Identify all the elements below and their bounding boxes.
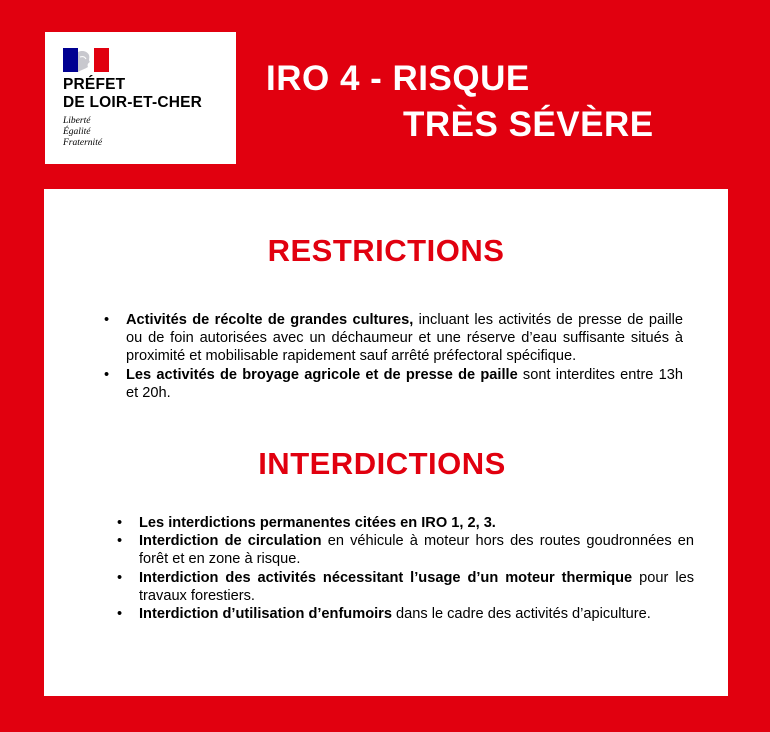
restriction-item-text: incluant les activités de presse de paille ou de foin autorisées avec un déchaumeur et une réserve d’eau suffisante situés à proximité et mobilisable rapidement sauf arrêté préfectoral spécifique. (126, 312, 683, 365)
content-panel (44, 189, 728, 696)
interdictions-title: INTERDICTIONS (258, 446, 506, 481)
marianne-flag-icon (63, 48, 109, 72)
prefecture-logo (45, 32, 236, 164)
interdiction-item-text: dans le cadre des activités d’apiculture. (391, 606, 651, 623)
restriction-item-bold: Activités de récolte de grandes cultures, (126, 312, 414, 328)
interdiction-item-bold: Interdiction d’utilisation d’enfumoirs (139, 606, 392, 623)
restrictions-title: RESTRICTIONS (267, 233, 505, 268)
interdiction-item (139, 569, 694, 605)
restriction-item-bold: Les activités de broyage agricole et de presse de paille (126, 366, 518, 383)
restriction-item-text: sont interdites entre 13h et 20h. (126, 366, 683, 401)
logo-title-line2: DE LOIR-ET-CHER (63, 94, 203, 111)
interdiction-item (139, 514, 694, 532)
interdiction-item-text: pour les travaux forestiers. (139, 569, 694, 604)
logo-title (63, 76, 202, 112)
logo-title-line1: PRÉFET (63, 76, 126, 93)
interdictions-list (139, 514, 694, 623)
headline-line1: IRO 4 - RISQUE (266, 59, 530, 98)
motto-liberte: Liberté (63, 116, 91, 126)
interdiction-item (139, 605, 694, 623)
motto-fraternite: Fraternité (63, 138, 103, 148)
interdiction-item (139, 532, 694, 568)
restriction-item (126, 366, 683, 402)
republic-motto (63, 116, 102, 149)
headline-line2: TRÈS SÉVÈRE (403, 105, 654, 144)
motto-egalite: Égalité (63, 127, 91, 137)
interdiction-item-bold: Interdiction des activités nécessitant l’usage d’un moteur thermique (139, 569, 633, 586)
restrictions-list (126, 311, 683, 402)
interdiction-item-bold: Les interdictions permanentes citées en IRO 1, 2, 3. (139, 515, 496, 531)
interdiction-item-text: en véhicule à moteur hors des routes goudronnées en forêt et en zone à risque. (139, 533, 694, 568)
restriction-item (126, 311, 683, 366)
interdiction-item-bold: Interdiction de circulation (139, 533, 322, 550)
